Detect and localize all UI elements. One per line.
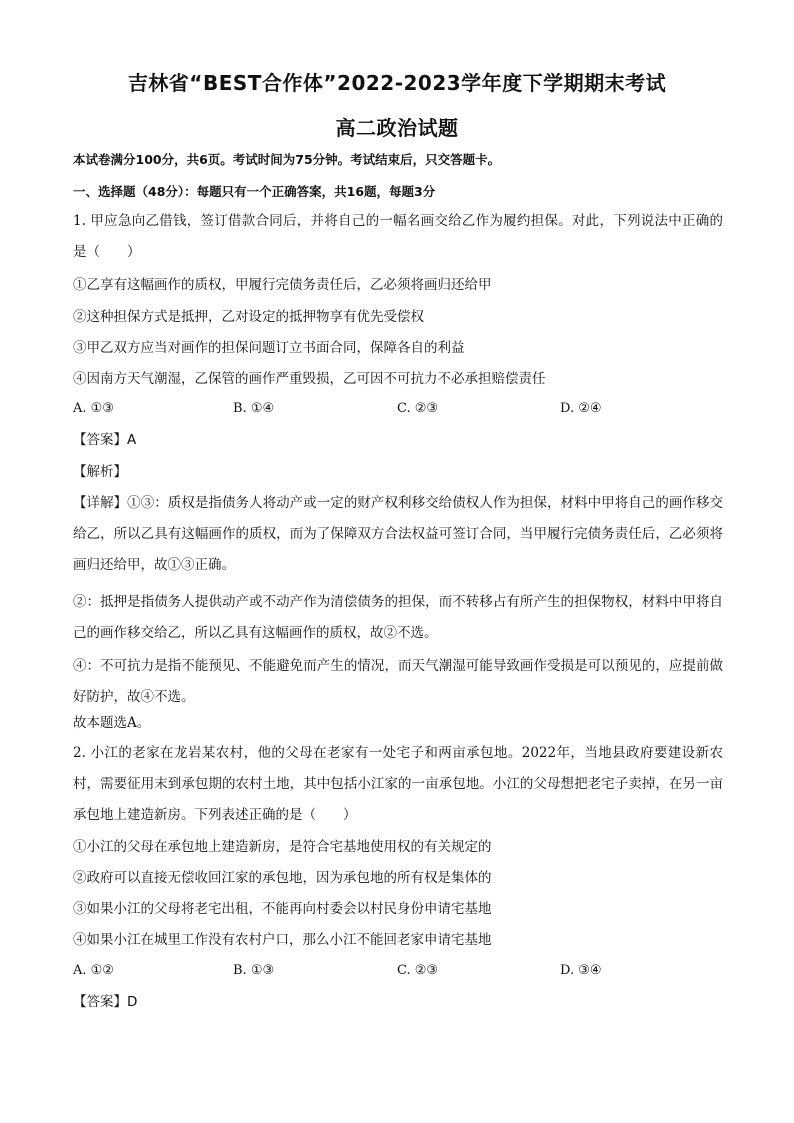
q1-conclusion: 故本题选A。 (73, 715, 151, 731)
q1-detail-1: 【详解】①③：质权是指债务人将动产或一定的财产权利移交给债权人作为担保，材料中甲将自己的画作移交给乙，所以乙具有这幅画作的质权，而为了保障双方合法权益可签订合同，当甲履行完债务责任后，乙必须将画归还给甲，故①③正确。 (73, 495, 723, 573)
q1-option-b: B. ①④ (233, 401, 275, 416)
q1-statement-3: ③甲乙双方应当对画作的担保问题订立书面合同，保障各自的利益 (73, 340, 465, 356)
q2-option-c: C. ②③ (397, 963, 439, 978)
q2-statement-1: ①小江的父母在承包地上建造新房，是符合宅基地使用权的有关规定的 (73, 839, 492, 855)
q1-statement-1: ①乙享有这幅画作的质权，甲履行完债务责任后，乙必须将画归还给甲 (73, 277, 492, 293)
q2-statement-4: ④如果小江在城里工作没有农村户口，那么小江不能回老家申请宅基地 (73, 932, 492, 948)
q1-analysis-label: 【解析】 (73, 464, 127, 480)
q1-detail-3: ④：不可抗力是指不能预见、不能避免而产生的情况，而天气潮湿可能导致画作受损是可以预见的，应提前做好防护，故④不选。 (73, 658, 723, 705)
q2-statement-3: ③如果小江的父母将老宅出租，不能再向村委会以村民身份申请宅基地 (73, 901, 492, 917)
exam-subtitle: 高二政治试题 (335, 116, 459, 140)
q1-statement-2: ②这种担保方式是抵押，乙对设定的抵押物享有优先受偿权 (73, 309, 424, 325)
q1-option-c: C. ②③ (397, 401, 439, 416)
q1-stem: 1. 甲应急向乙借钱，签订借款合同后，并将自己的一幅名画交给乙作为履约担保。对此，下列说法中正确的是（ ） (73, 213, 723, 260)
q2-option-a: A. ①② (73, 963, 114, 978)
q2-options (73, 963, 723, 981)
q1-option-a: A. ①③ (73, 401, 114, 416)
q2-statement-2: ②政府可以直接无偿收回江家的承包地，因为承包地的所有权是集体的 (73, 870, 492, 886)
q1-statement-4: ④因南方天气潮湿，乙保管的画作严重毁损，乙可因不可抗力不必承担赔偿责任 (73, 371, 546, 387)
section-heading: 一、选择题（48分）：每题只有一个正确答案，共16题，每题3分 (73, 184, 436, 199)
exam-title: 吉林省“BEST合作体”2022-2023学年度下学期期末考试 (127, 71, 667, 95)
exam-intro: 本试卷满分100分，共6页。考试时间为75分钟。考试结束后，只交答题卡。 (73, 152, 501, 167)
q2-option-d: D. ③④ (560, 963, 602, 978)
q1-detail-2: ②：抵押是指债务人提供动产或不动产作为清偿债务的担保，而不转移占有所产生的担保物权，材料中甲将自己的画作移交给乙，所以乙具有这幅画作的质权，故②不选。 (73, 594, 723, 641)
q1-answer: 【答案】A (73, 432, 137, 448)
q2-stem: 2. 小江的老家在龙岩某农村，他的父母在老家有一处宅子和两亩承包地。2022年，当地县政府要建设新农村，需要征用末到承包期的农村土地，其中包括小江家的一亩承包地。小江的父母想把老宅子卖掉，在另一亩承包地上建造新房。下列表述正确的是（ ） (73, 745, 723, 823)
q2-answer: 【答案】D (73, 994, 138, 1010)
q1-option-d: D. ②④ (560, 401, 602, 416)
q2-option-b: B. ①③ (233, 963, 275, 978)
q1-options (73, 401, 723, 419)
